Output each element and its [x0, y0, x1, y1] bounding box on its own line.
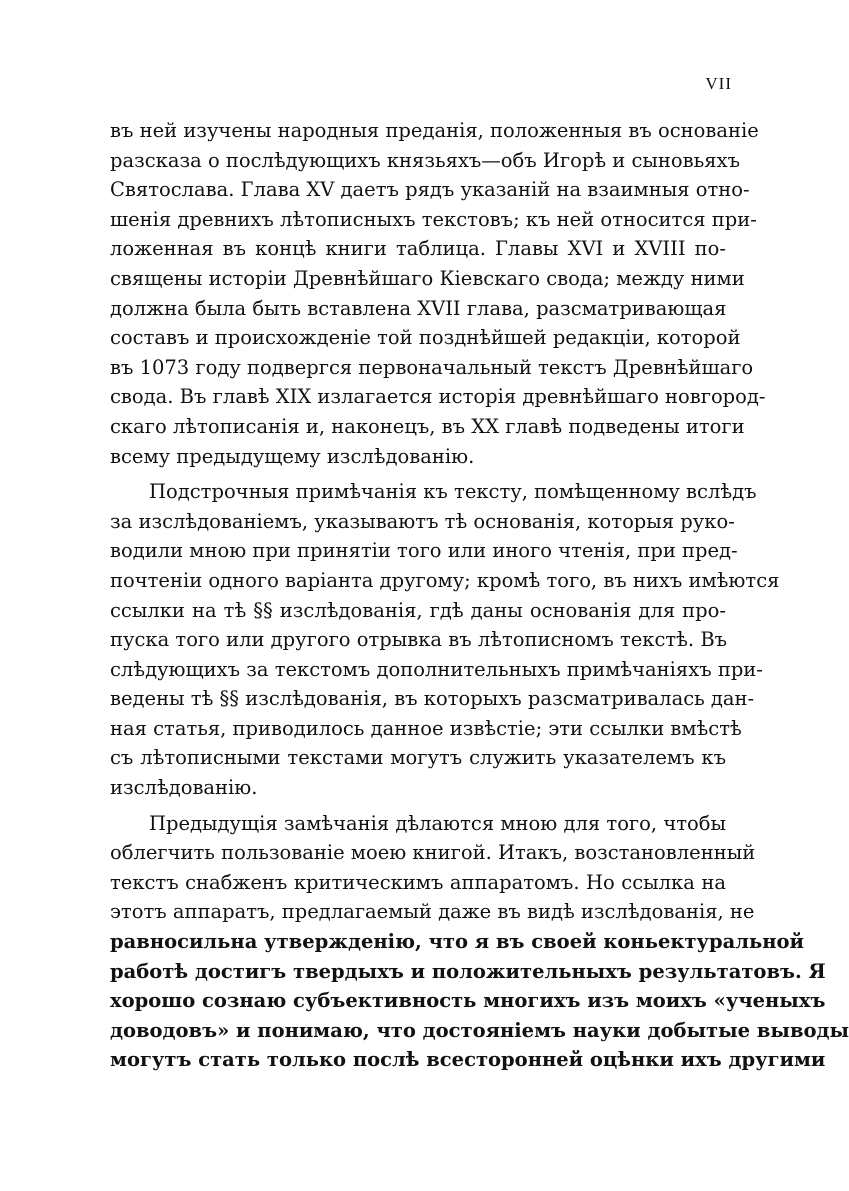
text-line: слѣдующихъ за текстомъ дополнительныхъ примѣчаніяхъ при-	[110, 657, 763, 681]
text-line: въ ней изучены народныя преданія, положенныя въ основаніе	[110, 119, 759, 142]
text-line: текстъ снабженъ критическимъ аппаратомъ. Но ссылка на	[110, 870, 726, 894]
text-line: свода. Въ главѣ XIX излагается исторія древнѣйшаго новгород-	[110, 385, 766, 409]
text-line: облегчить пользованіе моею книгой. Итакъ, возстановленный	[110, 841, 756, 865]
text-line: этотъ аппаратъ, предлагаемый даже въ видѣ изслѣдованія, не	[110, 900, 755, 924]
page-number: VII	[705, 74, 732, 93]
text-line: шенія древнихъ лѣтописныхъ текстовъ; къ ней относится при-	[110, 207, 757, 231]
paragraph-1	[110, 116, 766, 471]
text-line: доводовъ» и понимаю, что достояніемъ науки добытые выводы	[110, 1018, 849, 1042]
text-line: составъ и происхожденіе той позднѣйшей редакціи, которой	[110, 326, 741, 350]
text-line: въ 1073 году подвергся первоначальный текстъ Древнѣйшаго	[110, 355, 754, 379]
text-line: священы исторіи Древнѣйшаго Кіевскаго свода; между ними	[110, 266, 745, 290]
text-line: ложенная въ концѣ книги таблица. Главы XVI и XVIII по-	[110, 237, 726, 261]
text-line: разсказа о послѣдующихъ князьяхъ—объ Игорѣ и сыновьяхъ	[110, 148, 740, 172]
text-line: равносильна утвержденію, что я въ своей коньектуральной	[110, 930, 804, 954]
text-line: должна была быть вставлена XVII глава, разсматривающая	[110, 296, 727, 320]
text-line: Подстрочныя примѣчанія къ тексту, помѣщенному вслѣдъ	[149, 480, 757, 504]
text-line: ная статья, приводилось данное извѣстіе; эти ссылки вмѣстѣ	[110, 716, 742, 740]
text-line: за изслѣдованіемъ, указываютъ тѣ основанія, которыя руко-	[110, 509, 735, 533]
text-line: пуска того или другого отрывка въ лѣтописномъ текстѣ. Въ	[110, 628, 728, 652]
text-line: работѣ достигъ твердыхъ и положительныхъ результатовъ. Я	[110, 959, 826, 983]
text-line: скаго лѣтописанія и, наконецъ, въ XX главѣ подведены итоги	[110, 414, 745, 438]
text-line: ссылки на тѣ §§ изслѣдованія, гдѣ даны основанія для про-	[110, 598, 726, 622]
paragraph-2	[110, 477, 780, 803]
text-line: изслѣдованію.	[110, 776, 258, 800]
text-line: могутъ стать только послѣ всесторонней оцѣнки ихъ другими	[110, 1048, 826, 1072]
text-line: хорошо сознаю субъективность многихъ изъ моихъ «ученыхъ	[110, 989, 826, 1013]
text-line: водили мною при принятіи того или иного чтенія, при пред-	[110, 539, 738, 563]
text-line: съ лѣтописными текстами могутъ служить указателемъ къ	[110, 746, 726, 770]
paragraph-3	[110, 809, 849, 1075]
text-line: Святослава. Глава XV даетъ рядъ указаній на взаимныя отно-	[110, 178, 750, 202]
text-line: Предыдущія замѣчанія дѣлаются мною для того, чтобы	[149, 811, 726, 835]
text-line: ведены тѣ §§ изслѣдованія, въ которыхъ разсматривалась дан-	[110, 687, 755, 711]
text-line: всему предыдущему изслѣдованію.	[110, 444, 475, 468]
bold-text-block	[110, 927, 849, 1075]
body-text	[110, 116, 849, 1075]
text-line: почтеніи одного варіанта другому; кромѣ того, въ нихъ имѣются	[110, 568, 780, 592]
